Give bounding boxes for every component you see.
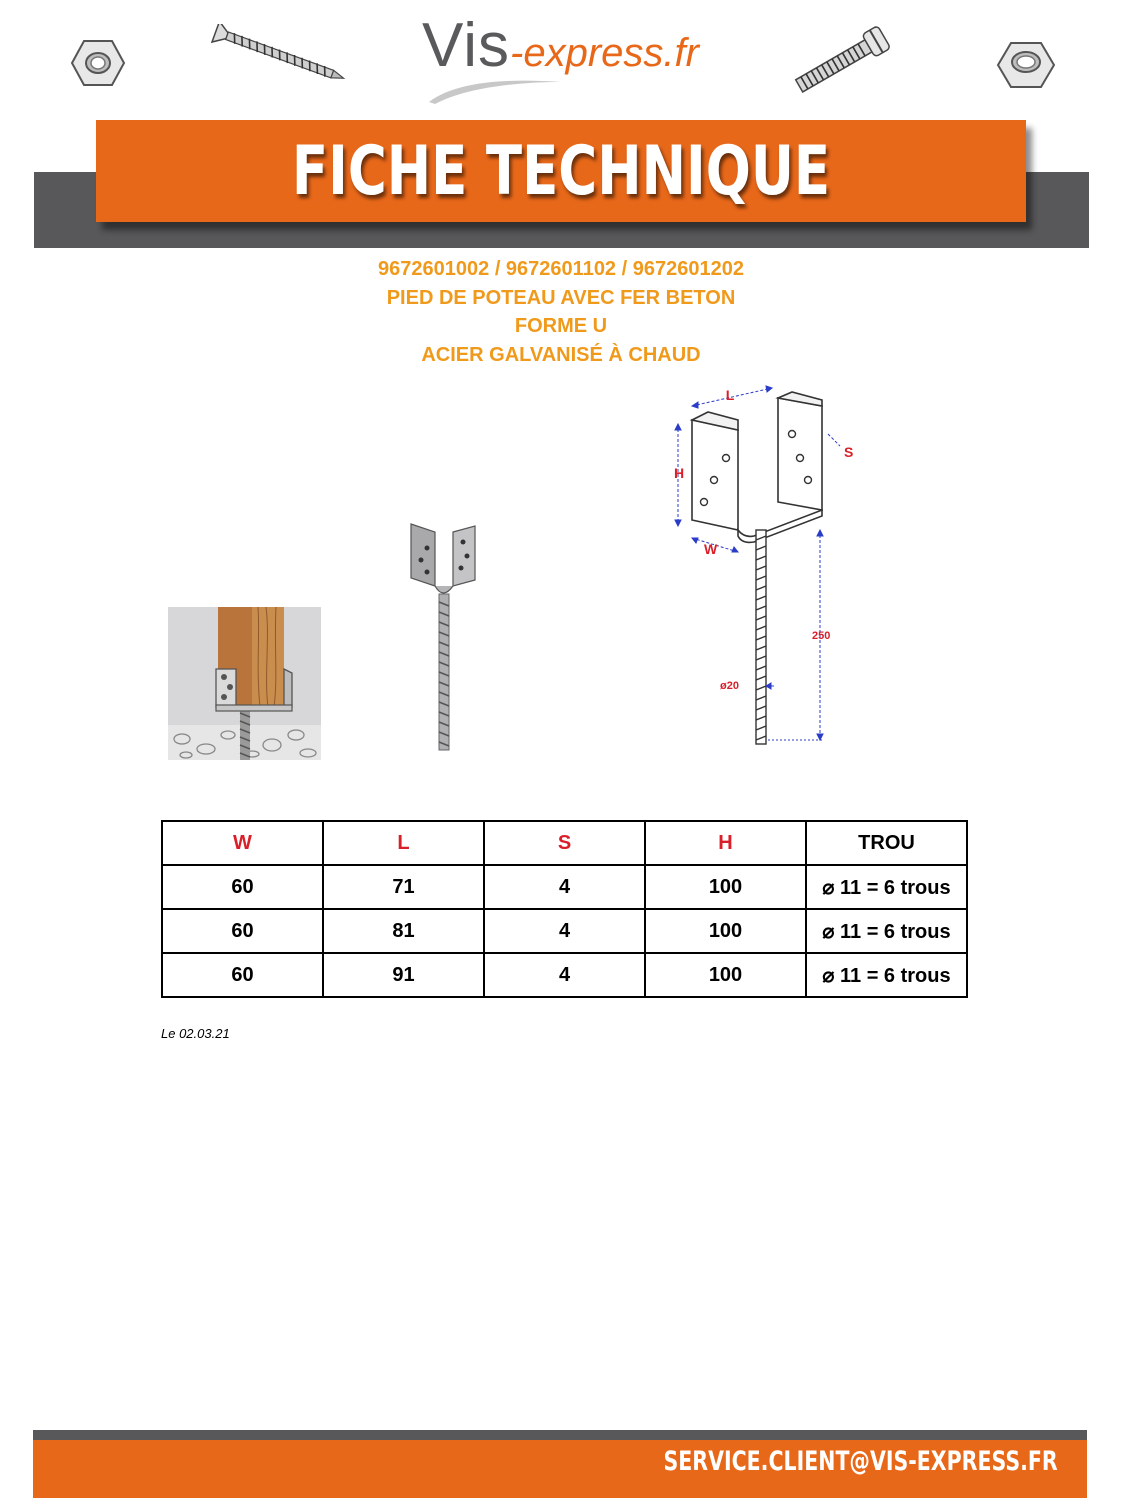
- specification-table: [161, 820, 968, 998]
- logo-main-text: Vis: [422, 11, 511, 80]
- product-photo: [405, 520, 481, 752]
- product-headings: [0, 255, 1122, 369]
- table-cell: 60: [162, 909, 323, 953]
- table-cell: 71: [323, 865, 484, 909]
- table-cell: 60: [162, 953, 323, 997]
- table-cell: ⌀ 11 = 6 trous: [806, 953, 967, 997]
- table-cell: 60: [162, 865, 323, 909]
- product-material: ACIER GALVANISÉ À CHAUD: [421, 343, 701, 366]
- dimension-label-h: H: [674, 465, 685, 481]
- table-row: [162, 909, 967, 953]
- column-header-s: S: [484, 821, 645, 865]
- hex-nut-icon: [70, 38, 126, 88]
- document-date: Le 02.03.21: [161, 1026, 230, 1041]
- table-header-row: [162, 821, 967, 865]
- hex-nut-icon: [996, 40, 1056, 90]
- machine-screw-icon: [786, 22, 898, 98]
- logo-swoosh-icon: [425, 76, 565, 106]
- product-name: PIED DE POTEAU AVEC FER BETON: [386, 286, 736, 309]
- dimension-label-w: W: [704, 541, 718, 557]
- table-cell: 100: [645, 865, 806, 909]
- dimension-label-length: 250: [812, 630, 831, 642]
- table-cell: ⌀ 11 = 6 trous: [806, 909, 967, 953]
- table-cell: 4: [484, 909, 645, 953]
- dimension-label-s: S: [844, 444, 854, 460]
- dimension-label-l: L: [725, 387, 735, 403]
- table-cell: 91: [323, 953, 484, 997]
- brand-logo: [422, 10, 699, 81]
- column-header-h: H: [645, 821, 806, 865]
- column-header-l: L: [323, 821, 484, 865]
- table-row: [162, 953, 967, 997]
- header: [0, 0, 1122, 110]
- table-cell: 100: [645, 953, 806, 997]
- table-cell: 4: [484, 953, 645, 997]
- table-cell: 4: [484, 865, 645, 909]
- table-cell: 81: [323, 909, 484, 953]
- technical-drawing: [664, 380, 864, 750]
- wood-screw-icon: [208, 24, 353, 84]
- footer-stripe: [33, 1430, 1087, 1440]
- table-cell: 100: [645, 909, 806, 953]
- footer-email-link[interactable]: SERVICE.CLIENT@VIS-EXPRESS.FR: [663, 1446, 1058, 1477]
- table-row: [162, 865, 967, 909]
- logo-suffix-text: -express.fr: [510, 31, 699, 75]
- banner-title: FICHE TECHNIQUE: [291, 131, 831, 211]
- banner: [96, 120, 1026, 222]
- table-cell: ⌀ 11 = 6 trous: [806, 865, 967, 909]
- dimension-label-diameter: ø20: [720, 680, 739, 692]
- product-references: 9672601002 / 9672601102 / 9672601202: [378, 258, 744, 280]
- column-header-trou: TROU: [806, 821, 967, 865]
- product-shape: FORME U: [514, 315, 608, 337]
- column-header-w: W: [162, 821, 323, 865]
- installation-illustration: [168, 607, 321, 760]
